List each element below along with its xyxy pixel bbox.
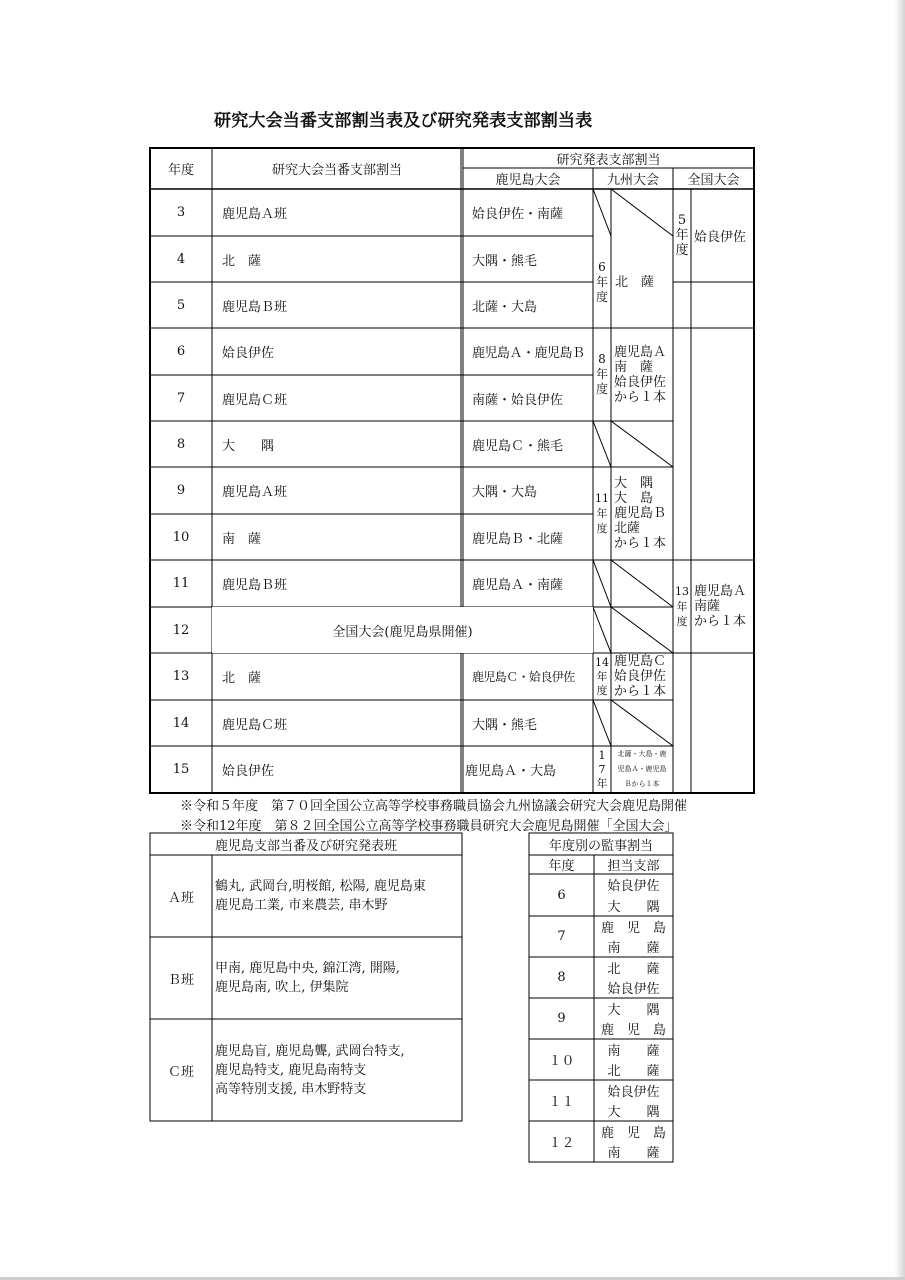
audit-branch: 北 薩	[607, 961, 660, 977]
row-year: 8	[176, 436, 186, 452]
row-kagoshima: 鹿児島Ａ・大島	[465, 764, 557, 779]
row-duty: 鹿児島Ｃ班	[222, 392, 288, 408]
audit-branch: 南 薩	[607, 1146, 660, 1161]
row-kagoshima: 大隅・大島	[472, 485, 538, 500]
audit-year: 9	[557, 1011, 566, 1026]
row-kagoshima: 鹿児島Ｂ・北薩	[472, 531, 564, 547]
audit-branch: 姶良伊佐	[607, 1084, 660, 1100]
group-name: Ｃ班	[167, 1064, 194, 1080]
row-duty: 鹿児島Ｃ班	[222, 717, 288, 733]
audit-branch: 鹿 児 島	[600, 920, 666, 936]
audit-branch: 南 薩	[607, 1043, 660, 1059]
header-year: 年度	[167, 163, 194, 178]
note-line: ※令和12年度 第８２回全国公立高等学校事務職員研究大会鹿児島開催「全国大会」	[180, 819, 678, 834]
audit-year: 6	[557, 887, 566, 903]
row-kagoshima: 鹿児島Ａ・南薩	[472, 578, 564, 593]
audit-branch: 大 隅	[607, 1105, 660, 1120]
audit-branch: 北 薩	[607, 1064, 660, 1079]
audit-branch: 南 薩	[607, 941, 660, 956]
row-year: 12	[172, 622, 190, 638]
audit-branch: 姶良伊佐	[607, 982, 660, 997]
audit-header-branch: 担当支部	[607, 859, 660, 874]
row-kagoshima: 鹿児島Ｃ・熊毛	[472, 438, 564, 454]
row-year: 9	[176, 483, 186, 498]
national-branch: 鹿児島Ａ 南薩 から１本	[694, 584, 747, 629]
row-kagoshima: 北薩・大島	[472, 299, 538, 315]
row-kagoshima: 南薩・姶良伊佐	[472, 392, 564, 408]
national-year-label: 13 年 度	[675, 585, 689, 628]
audit-branch: 大 隅	[607, 1002, 660, 1018]
row-duty: 南 薩	[222, 531, 262, 547]
kyushu-year-label: 14 年 度	[595, 655, 609, 697]
national-year-label: 5 年 度	[675, 213, 689, 258]
audit-branch: 大 隅	[607, 900, 660, 915]
row-duty: 大 隅	[222, 438, 275, 454]
row-year: 10	[172, 529, 190, 545]
row-duty: 北 薩	[222, 671, 262, 686]
row-kagoshima: 鹿児島Ａ・鹿児島Ｂ	[472, 346, 585, 361]
audit-branch: 鹿 児 島	[600, 1125, 666, 1141]
row-year: 15	[172, 762, 190, 777]
kyushu-year-label: 6 年 度	[595, 259, 608, 304]
audit-branch: 姶良伊佐	[607, 879, 660, 894]
audit-year: １２	[548, 1136, 575, 1151]
audit-table-title: 年度別の監事割当	[548, 838, 653, 854]
row-kagoshima: 大隅・熊毛	[472, 253, 538, 269]
kyushu-branch-small: 北薩・大島・鹿 児島Ａ・鹿児島 Ｂから１本	[617, 750, 667, 788]
page-title: 研究大会当番支部割当表及び研究発表支部割当表	[214, 111, 593, 131]
group-schools: 甲南, 鹿児島中央, 錦江湾, 開陽, 鹿児島南, 吹上, 伊集院	[215, 961, 400, 995]
group-schools: 鹿児島盲, 鹿児島聾, 武岡台特支, 鹿児島特支, 鹿児島南特支 高等特別支援, 串木野特支	[215, 1044, 405, 1097]
row-year: 3	[176, 205, 186, 220]
row-kagoshima: 鹿児島Ｃ・姶良伊佐	[472, 670, 575, 684]
row-duty: 北 薩	[222, 253, 262, 269]
audit-year: １０	[548, 1054, 575, 1069]
row-duty: 鹿児島Ｂ班	[222, 299, 288, 315]
note-line: ※令和５年度 第７０回全国公立高等学校事務職員協会九州協議会研究大会鹿児島開催	[180, 799, 688, 814]
kyushu-branch: 鹿児島Ｃ 姶良伊佐 から１本	[614, 654, 667, 699]
row-year: 6	[176, 344, 186, 359]
kyushu-year-label: 11 年 度	[595, 492, 609, 535]
header-kyushu: 九州大会	[606, 173, 659, 188]
row-year: 4	[176, 251, 186, 267]
audit-header-year: 年度	[548, 859, 575, 874]
header-national: 全国大会	[687, 173, 740, 188]
row-duty-national-convention: 全国大会(鹿児島県開催)	[212, 607, 593, 653]
group-schools: 鶴丸, 武岡台,明桜館, 松陽, 鹿児島東 鹿児島工業, 市来農芸, 串木野	[215, 879, 426, 913]
header-presentation: 研究発表支部割当	[556, 152, 661, 168]
kyushu-branch: 鹿児島Ａ 南 薩 姶良伊佐 から１本	[614, 344, 667, 405]
kyushu-year-label: 8 年 度	[595, 352, 608, 396]
header-duty: 研究大会当番支部割当	[271, 163, 402, 178]
group-name: Ｂ班	[167, 972, 194, 988]
audit-year: 8	[557, 970, 566, 985]
audit-year: １１	[548, 1095, 575, 1110]
row-kagoshima: 姶良伊佐・南薩	[472, 207, 564, 222]
kyushu-branch: 大 隅 大 島 鹿児島Ｂ 北薩 から１本	[614, 476, 667, 551]
row-duty: 鹿児島Ｂ班	[222, 578, 288, 593]
row-duty: 鹿児島Ａ班	[222, 485, 288, 500]
row-kagoshima: 大隅・熊毛	[472, 717, 538, 733]
row-year: 14	[172, 715, 190, 731]
kyushu-year-label: 1 7 年	[596, 748, 608, 790]
row-duty: 鹿児島Ａ班	[222, 207, 288, 222]
kyushu-branch: 北 薩	[615, 274, 655, 290]
header-kagoshima: 鹿児島大会	[495, 173, 561, 188]
row-year: 5	[176, 297, 186, 313]
audit-year: 7	[557, 929, 566, 944]
row-year: 11	[172, 576, 190, 591]
group-name: Ａ班	[167, 890, 194, 906]
group-table-title: 鹿児島支部当番及び研究発表班	[214, 838, 397, 854]
row-year: 7	[176, 390, 186, 406]
row-year: 13	[172, 669, 190, 684]
national-branch: 姶良伊佐	[694, 230, 747, 245]
row-duty: 姶良伊佐	[222, 764, 275, 779]
audit-branch: 鹿 児 島	[600, 1023, 666, 1038]
row-duty: 姶良伊佐	[222, 346, 275, 361]
